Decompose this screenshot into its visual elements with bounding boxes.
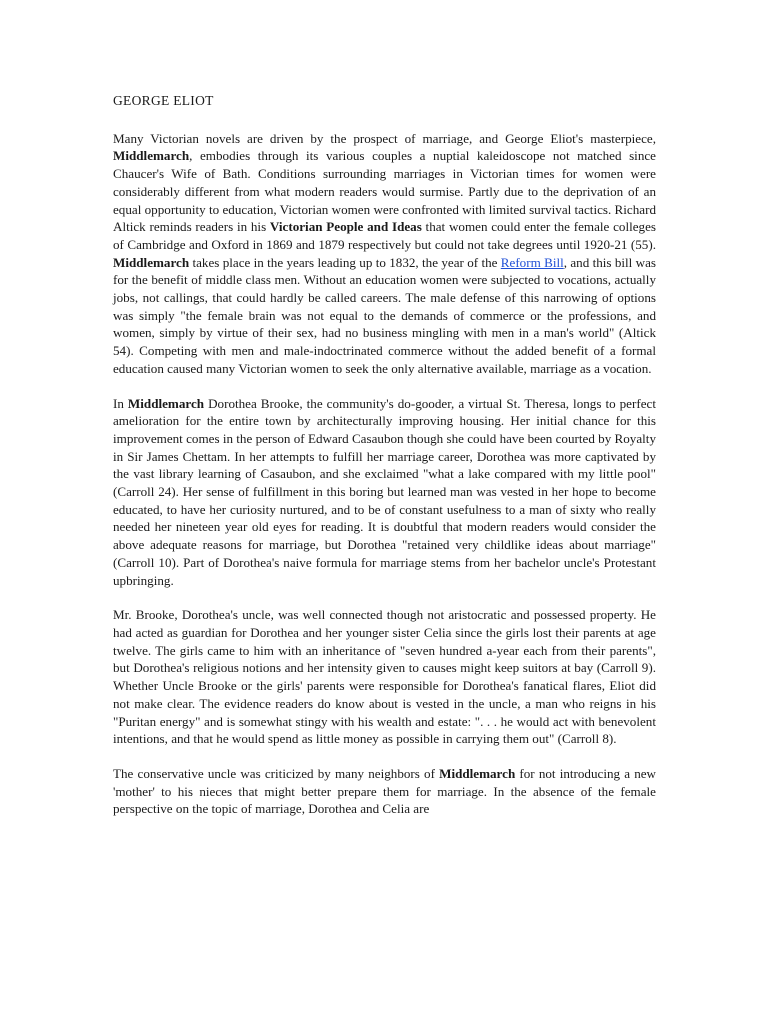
paragraph — [113, 130, 656, 378]
document-body — [113, 130, 656, 818]
paragraph-text: that women could enter the female colleges of Cambridge and Oxford in 1869 and 1879 respectively but could not take degrees until 1920-21 (55). — [113, 219, 656, 252]
paragraph-text: The conservative uncle was criticized by many neighbors of — [113, 765, 440, 781]
paragraph — [113, 765, 656, 818]
bold-title-text: Victorian People and Ideas — [269, 219, 422, 235]
paragraph-text: Mr. Brooke, Dorothea's uncle, was well connected though not aristocratic and possessed property. He had acted as guardian for Dorothea and her younger sister Celia since the girls lost their parents at age twelve. The girls came to him with an inheritance of "seven hundred a-year each from their parents", but Dorothea's religious notions and her intensity given to causes might keep suitors at bay (Carroll 9). Whether Uncle Brooke or the girls' parents were responsible for Dorothea's fanatical flares, Eliot did not make clear. The evidence readers do know about is vested in the uncle, a man who reigns in his "Puritan energy" and is somewhat stingy with his wealth and estate: ". . . he would act with benevolent intentions, and that he would spend as little money as possible in carrying them out" (Carroll 8). — [113, 607, 656, 747]
paragraph-text: , embodies through its various couples a nuptial kaleidoscope not matched since Chaucer's Wife of Bath. Conditions surrounding marriages in Victorian times for women were considerably different from what modern readers would surmise. Partly due to the deprivation of an equal opportunity to education, Victorian women were confronted with limited survival tactics. Richard Altick reminds readers in his — [113, 148, 656, 235]
paragraph — [113, 606, 656, 748]
bold-title-text: Middlemarch — [439, 765, 516, 781]
document-title: GEORGE ELIOT — [113, 93, 214, 108]
paragraph — [113, 395, 656, 590]
paragraph-text: , and this bill was for the benefit of middle class men. Without an education women were subjected to vocations, actually jobs, not callings, that could hardly be called careers. The male defense of this narrowing of options was simply "the female brain was not equal to the demands of commerce or the professions, and women, simply by virtue of their sex, had no business mingling with men in a man's world" (Altick 54). Competing with men and male-indoctrinated commerce without the added benefit of a formal education caused many Victorian women to seek the only alternative available, marriage as a vocation. — [113, 254, 657, 376]
bold-title-text: Middlemarch — [113, 254, 190, 270]
bold-title-text: Middlemarch — [113, 148, 190, 164]
paragraph-text: Many Victorian novels are driven by the prospect of marriage, and George Eliot's masterpiece, — [113, 130, 656, 146]
paragraph-text: takes place in the years leading up to 1832, the year of the — [189, 254, 501, 270]
paragraph-text: In — [113, 395, 128, 411]
reform-bill-link[interactable]: Reform Bill — [500, 254, 564, 270]
document-page — [113, 92, 656, 835]
paragraph-text: Dorothea Brooke, the community's do-gooder, a virtual St. Theresa, longs to perfect amelioration for the entire town by architecturally improving housing. Her initial chance for this improvement comes in the person of Edward Casaubon though she could have been courted by Royalty in Sir James Chettam. In her attempts to fulfill her marriage career, Dorothea was more captivated by the vast library learning of Casaubon, and she exclaimed "what a lake compared with my little pool" (Carroll 24). Her sense of fulfillment in this boring but learned man was vested in her hope to become educated, to have her curiosity nurtured, and to be of constant usefulness to a man of sixty who really needed her nineteen year old eyes for reading. It is doubtful that modern readers would consider the above adequate reasons for marriage, but Dorothea "retained very childlike ideas about marriage" (Carroll 10). Part of Dorothea's naive formula for marriage stems from her bachelor uncle's Protestant upbringing. — [113, 395, 656, 588]
bold-title-text: Middlemarch — [127, 395, 205, 411]
paragraph-text: for not introducing a new 'mother' to his nieces that might better prepare them for marriage. In the absence of the female perspective on the topic of marriage, Dorothea and Celia are — [113, 765, 657, 817]
